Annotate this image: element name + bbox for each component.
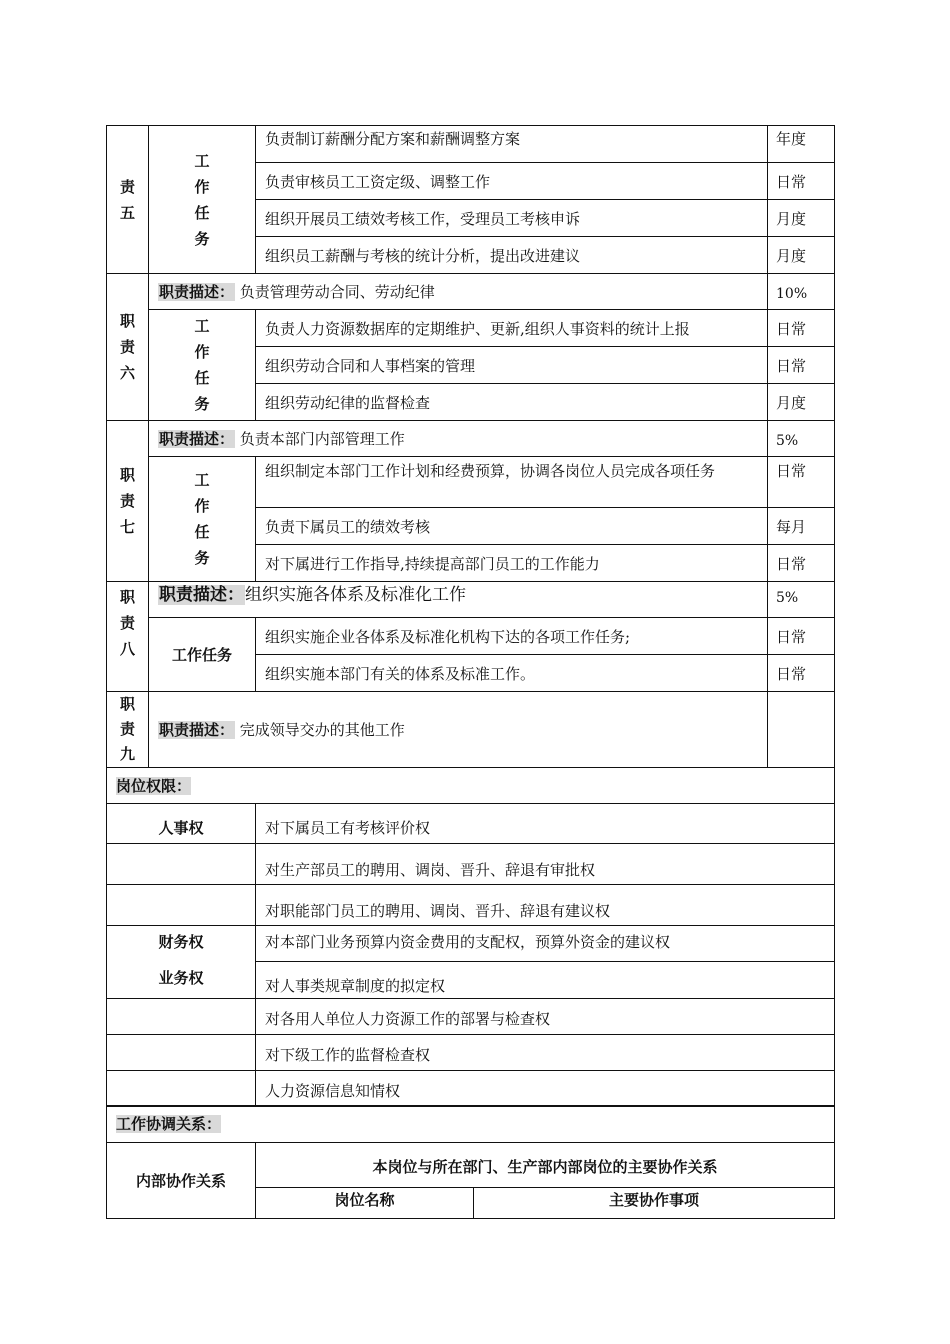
authority-heading-row	[107, 767, 835, 803]
duty8-task-label: 工作任务	[149, 618, 256, 692]
duty9-label: 职责九	[107, 692, 149, 768]
internal-coordination-row	[107, 1143, 835, 1188]
authority-row	[107, 803, 835, 843]
duty5-task-row	[107, 126, 835, 163]
task-frequency: 日常	[768, 457, 835, 508]
task-text: 组织劳动纪律的监督检查	[256, 384, 768, 421]
internal-coordination-title: 本岗位与所在部门、生产部内部岗位的主要协作关系	[256, 1143, 835, 1188]
finance-authority-label: 财务权	[107, 925, 256, 962]
column-header-matters: 主要协作事项	[474, 1188, 835, 1219]
duty7-label: 职责七	[107, 421, 149, 582]
authority-row	[107, 962, 835, 999]
description-text: 完成领导交办的其他工作	[239, 720, 405, 739]
job-description-page	[106, 125, 834, 1219]
task-frequency: 年度	[768, 126, 835, 163]
task-frequency: 日常	[768, 618, 835, 655]
task-frequency: 月度	[768, 237, 835, 274]
duty7-task-row	[107, 457, 835, 508]
description-text: 组织实施各体系及标准化工作	[245, 585, 466, 605]
coordination-table	[106, 1105, 835, 1219]
task-text: 组织实施本部门有关的体系及标准工作。	[256, 655, 768, 692]
authority-row	[107, 884, 835, 925]
task-text: 负责下属员工的绩效考核	[256, 508, 768, 545]
duty6-description	[149, 274, 768, 310]
task-frequency: 日常	[768, 163, 835, 200]
duty6-label: 职责六	[107, 274, 149, 421]
duty6-task-row	[107, 310, 835, 347]
duty8-description	[149, 582, 768, 618]
task-frequency: 日常	[768, 545, 835, 582]
duty6-desc-row	[107, 274, 835, 310]
internal-coordination-label: 内部协作关系	[107, 1143, 256, 1219]
task-text: 组织员工薪酬与考核的统计分析，提出改进建议	[256, 237, 768, 274]
authority-heading: 岗位权限：	[107, 767, 835, 803]
business-authority-label: 业务权	[107, 962, 256, 999]
task-frequency: 日常	[768, 310, 835, 347]
task-text: 负责人力资源数据库的定期维护、更新,组织人事资料的统计上报	[256, 310, 768, 347]
authority-text: 人力资源信息知情权	[256, 1070, 835, 1106]
duty8-desc-row	[107, 582, 835, 618]
task-text: 组织实施企业各体系及标准化机构下达的各项工作任务;	[256, 618, 768, 655]
personnel-authority-label: 人事权	[107, 803, 256, 843]
duty7-task-label: 工作任务	[149, 457, 256, 582]
authority-text: 对下属员工有考核评价权	[256, 803, 835, 843]
duty6-percentage: 10%	[768, 274, 835, 310]
authority-row	[107, 1034, 835, 1070]
authority-label-empty	[107, 1034, 256, 1070]
description-text: 负责本部门内部管理工作	[239, 430, 405, 448]
authority-row	[107, 843, 835, 884]
task-text: 组织劳动合同和人事档案的管理	[256, 347, 768, 384]
authority-text: 对下级工作的监督检查权	[256, 1034, 835, 1070]
duty8-task-row	[107, 618, 835, 655]
task-text: 负责审核员工工资定级、调整工作	[256, 163, 768, 200]
authority-label-empty	[107, 998, 256, 1034]
duty6-task-label: 工作任务	[149, 310, 256, 421]
duty7-description	[149, 421, 768, 457]
coordination-heading-row	[107, 1106, 835, 1143]
duty9-row	[107, 692, 835, 768]
authority-text: 对本部门业务预算内资金费用的支配权，预算外资金的建议权	[256, 925, 835, 962]
task-frequency: 日常	[768, 347, 835, 384]
authority-row	[107, 998, 835, 1034]
description-label: 职责描述：	[159, 430, 235, 448]
authority-label-empty	[107, 884, 256, 925]
task-text: 组织制定本部门工作计划和经费预算，协调各岗位人员完成各项任务	[256, 457, 768, 508]
duty8-label: 职责八	[107, 582, 149, 692]
column-header-position: 岗位名称	[256, 1188, 474, 1219]
duty7-desc-row	[107, 421, 835, 457]
task-text: 组织开展员工绩效考核工作，受理员工考核申诉	[256, 200, 768, 237]
duty5-label: 责五	[107, 126, 149, 274]
coordination-heading: 工作协调关系：	[107, 1106, 835, 1143]
task-frequency: 月度	[768, 384, 835, 421]
task-frequency: 每月	[768, 508, 835, 545]
description-label: 职责描述：	[159, 720, 235, 739]
task-text: 负责制订薪酬分配方案和薪酬调整方案	[256, 126, 768, 163]
description-label: 职责描述：	[159, 283, 235, 301]
authority-table	[106, 767, 835, 1107]
authority-text: 对各用人单位人力资源工作的部署与检查权	[256, 998, 835, 1034]
description-text: 负责管理劳动合同、劳动纪律	[239, 283, 435, 301]
task-text: 对下属进行工作指导,持续提高部门员工的工作能力	[256, 545, 768, 582]
task-frequency: 日常	[768, 655, 835, 692]
authority-label-empty	[107, 1070, 256, 1106]
duty8-percentage: 5%	[768, 582, 835, 618]
authority-text: 对人事类规章制度的拟定权	[256, 962, 835, 999]
task-frequency: 月度	[768, 200, 835, 237]
authority-text: 对职能部门员工的聘用、调岗、晋升、辞退有建议权	[256, 884, 835, 925]
authority-row	[107, 1070, 835, 1106]
duty9-description	[149, 692, 768, 768]
description-label: 职责描述：	[159, 585, 244, 605]
duties-table	[106, 125, 835, 768]
duty9-percentage	[768, 692, 835, 768]
authority-label-empty	[107, 843, 256, 884]
duty5-task-label: 工作任务	[149, 126, 256, 274]
authority-text: 对生产部员工的聘用、调岗、晋升、辞退有审批权	[256, 843, 835, 884]
authority-row	[107, 925, 835, 962]
duty7-percentage: 5%	[768, 421, 835, 457]
